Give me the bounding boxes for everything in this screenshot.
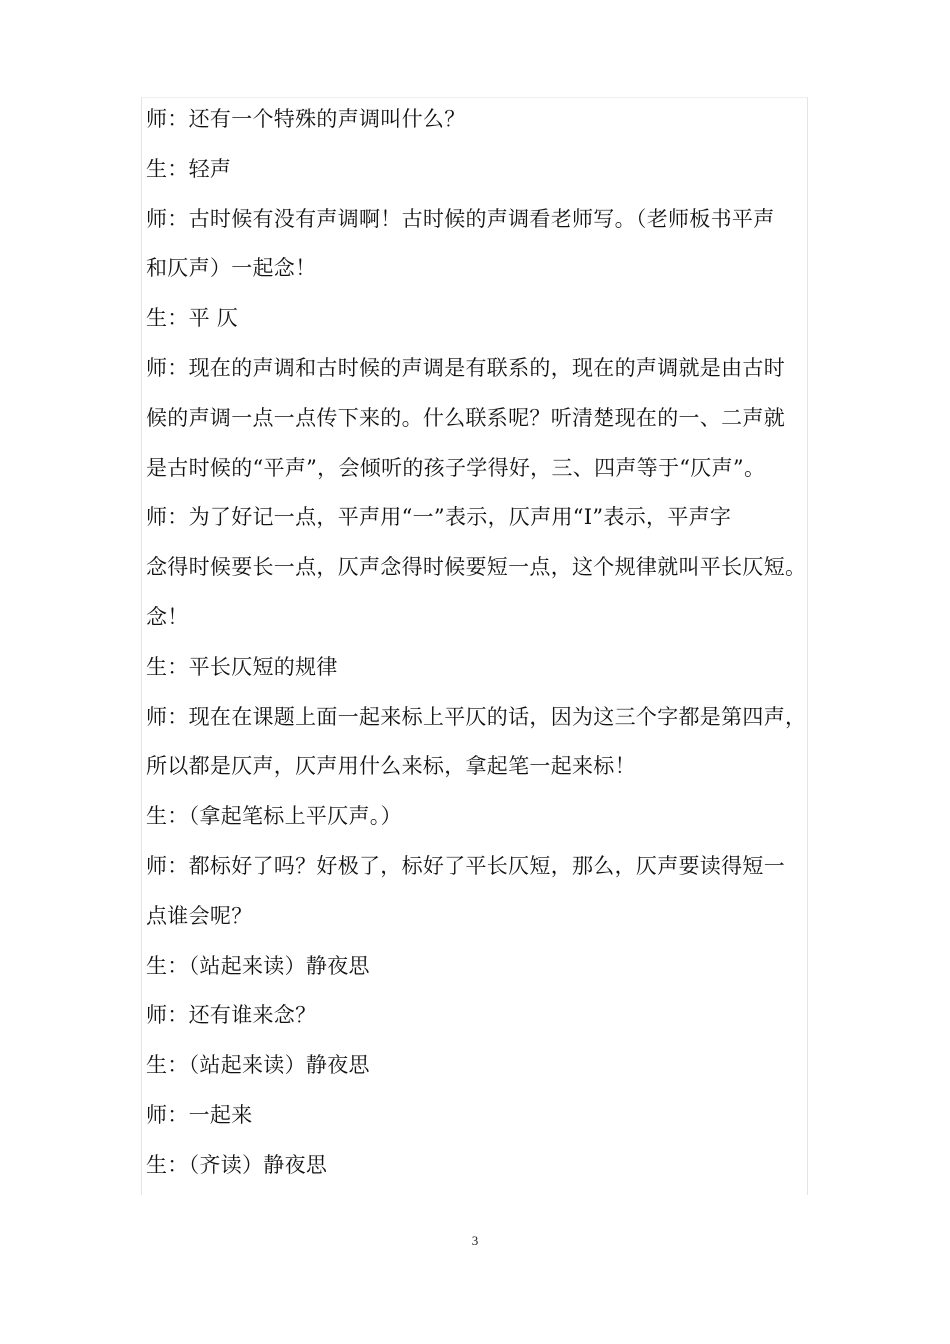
page-number: 3 <box>471 1233 479 1248</box>
document-body <box>146 95 821 1191</box>
dialogue-line: 念得时候要长一点，仄声念得时候要短一点，这个规律就叫平长仄短。 <box>146 555 807 580</box>
dialogue-line: 师：现在的声调和古时候的声调是有联系的，现在的声调就是由古时 <box>146 355 785 380</box>
dialogue-line: 候的声调一点一点传下来的。什么联系呢？听清楚现在的一、二声就 <box>146 405 785 430</box>
dialogue-line: 师：都标好了吗？好极了，标好了平长仄短，那么，仄声要读得短一 <box>146 853 785 878</box>
dialogue-line: 生：（齐读）静夜思 <box>146 1152 328 1177</box>
dialogue-line: 念！ <box>146 604 189 629</box>
dialogue-line: 生：（拿起笔标上平仄声。） <box>146 804 402 829</box>
dialogue-line: 生：平 仄 <box>146 306 239 331</box>
dialogue-line: 生：平长仄短的规律 <box>146 654 338 679</box>
dialogue-line: 和仄声）一起念！ <box>146 256 317 281</box>
dialogue-line: 生：（站起来读）静夜思 <box>146 953 370 978</box>
dialogue-line: 点谁会呢？ <box>146 903 253 928</box>
dialogue-line: 师：还有谁来念？ <box>146 1003 317 1028</box>
dialogue-line: 师：为了好记一点，平声用“一”表示，仄声用“I”表示，平声字 <box>146 505 732 530</box>
dialogue-line: 是古时候的“平声”，会倾听的孩子学得好，三、四声等于“仄声”。 <box>146 455 766 480</box>
dialogue-line: 所以都是仄声，仄声用什么来标，拿起笔一起来标！ <box>146 754 636 779</box>
dialogue-line: 师：古时候有没有声调啊！古时候的声调看老师写。（老师板书平声 <box>146 206 775 231</box>
dialogue-line: 师：现在在课题上面一起来标上平仄的话，因为这三个字都是第四声， <box>146 704 807 729</box>
dialogue-line: 师：一起来 <box>146 1102 253 1127</box>
dialogue-line: 生：（站起来读）静夜思 <box>146 1053 370 1078</box>
dialogue-line: 师：还有一个特殊的声调叫什么？ <box>146 107 466 131</box>
dialogue-line: 生：轻声 <box>146 156 232 181</box>
